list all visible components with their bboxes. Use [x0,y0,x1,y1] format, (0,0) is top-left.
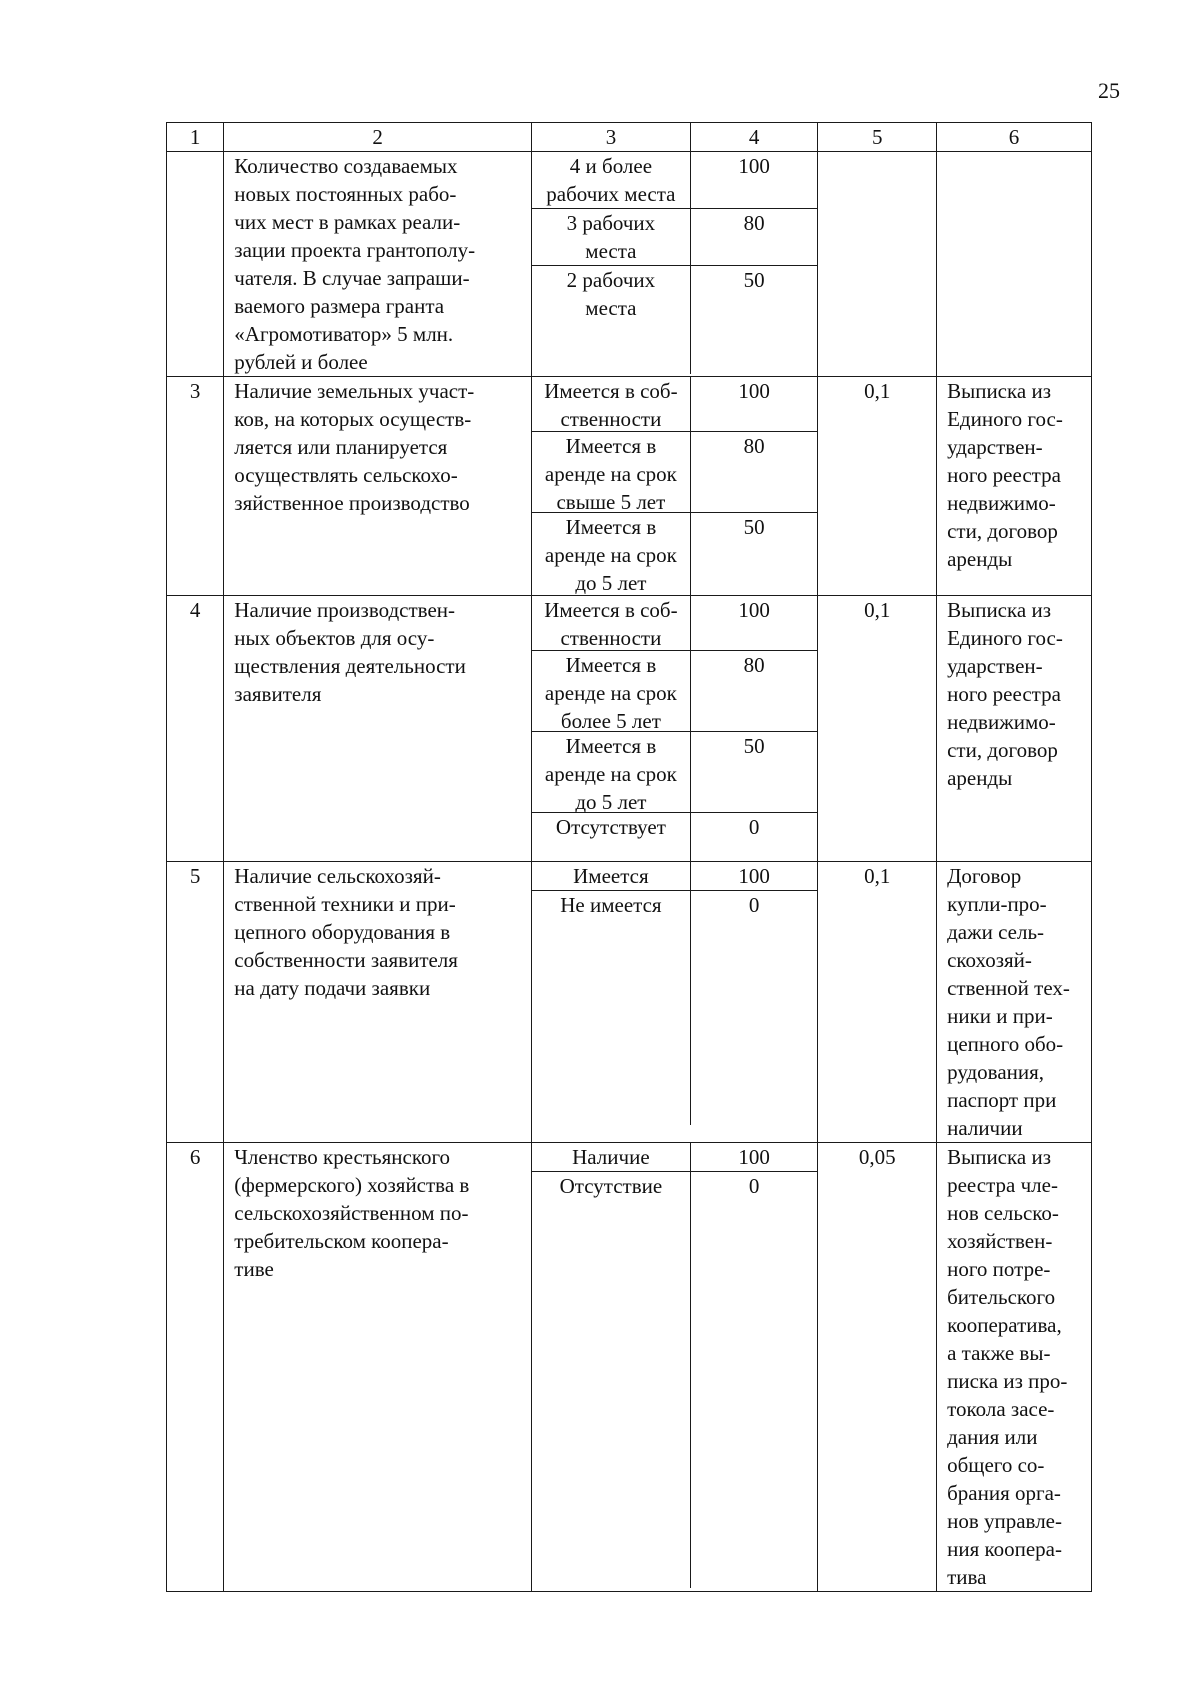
options-cell [531,596,817,862]
option-score: 100 [690,152,817,208]
option-row [532,266,817,374]
option-score: 100 [690,596,817,650]
option-row [532,513,817,595]
options-cell [531,377,817,596]
options-cell [531,152,817,377]
weight-coefficient: 0,1 [818,377,937,596]
option-row [532,1172,817,1588]
row-number: 4 [167,596,224,862]
option-row [532,152,817,209]
weight-coefficient [818,152,937,377]
supporting-document: Выписка из Единого гос- ударствен- ного реестра недвижимо- сти, договор аренды [937,596,1092,862]
criterion-text: Наличие земельных участ- ков, на которых осуществ- ляется или планируется осуществлять сельскохо- зяйственное производство [224,377,532,596]
option-label: Имеется в аренде на срок до 5 лет [544,734,677,814]
options-cell [531,862,817,1143]
option-score: 0 [690,813,817,861]
col-header-3: 3 [531,123,690,152]
option-score: 100 [690,1143,817,1171]
option-score: 80 [690,651,817,731]
option-label: Не имеется [560,893,662,917]
supporting-document [937,152,1092,377]
option-score: 80 [690,209,817,265]
option-label: Наличие [572,1145,650,1169]
option-label: Отсутствие [559,1174,663,1198]
option-score: 0 [690,891,817,1125]
table-row [167,596,1092,862]
header-row [167,123,1092,152]
col-header-6: 6 [937,123,1092,152]
option-row [532,209,817,266]
option-row [532,596,817,651]
option-label: Имеется в соб- ственности [544,598,678,650]
criterion-text: Членство крестьянского (фермерского) хозяйства в сельскохозяйственном по- требительском коопера- тиве [224,1143,532,1592]
option-score: 0 [690,1172,817,1588]
col-header-1: 1 [167,123,224,152]
col-header-4: 4 [691,123,818,152]
row-number [167,152,224,377]
option-label: Имеется [573,864,649,888]
option-row [532,432,817,513]
option-score: 100 [690,377,817,431]
option-score: 80 [690,432,817,512]
options-cell [531,1143,817,1592]
supporting-document: Выписка из реестра чле- нов сельско- хозяйствен- ного потре- бительского кооператива, а также вы- писка из про- токола засе- дания или общего со- брания орга- нов управле- ния коопера- тива [937,1143,1092,1592]
weight-coefficient: 0,05 [818,1143,937,1592]
option-score: 50 [690,266,817,374]
supporting-document: Договор купли-про- дажи сель- скохозяй- ственной тех- ники и при- цепного обо- рудования, паспорт при наличии [937,862,1092,1143]
option-label: Имеется в аренде на срок свыше 5 лет [544,434,677,514]
weight-coefficient: 0,1 [818,596,937,862]
option-row [532,732,817,813]
table-row [167,152,1092,377]
col-header-2: 2 [224,123,532,152]
option-score: 50 [690,513,817,595]
table-row [167,377,1092,596]
row-number: 5 [167,862,224,1143]
option-label: Имеется в аренде на срок до 5 лет [544,515,677,595]
col-header-5: 5 [818,123,937,152]
option-row [532,651,817,732]
option-row [532,813,817,861]
option-score: 100 [690,862,817,890]
criterion-text: Количество создаваемых новых постоянных рабо- чих мест в рамках реали- зации проекта грантополу- чателя. В случае запраши- ваемого размера гранта «Агромотиватор» 5 млн. рублей и более [224,152,532,377]
option-row [532,377,817,432]
criterion-text: Наличие сельскохозяй- ственной техники и при- цепного оборудования в собственности заявителя на дату подачи заявки [224,862,532,1143]
page-number: 25 [1098,78,1120,103]
option-label: 4 и более рабочих места [546,154,676,206]
table-row [167,1143,1092,1592]
table-row [167,862,1092,1143]
option-label: Имеется в соб- ственности [544,379,678,431]
option-row [532,862,817,891]
supporting-document: Выписка из Единого гос- ударствен- ного реестра недвижимо- сти, договор аренды [937,377,1092,596]
row-number: 3 [167,377,224,596]
option-row [532,1143,817,1172]
option-label: 3 рабочих места [566,211,656,263]
option-score: 50 [690,732,817,812]
criterion-text: Наличие производствен- ных объектов для осу- ществления деятельности заявителя [224,596,532,862]
row-number: 6 [167,1143,224,1592]
option-label: Имеется в аренде на срок более 5 лет [544,653,677,733]
option-row [532,891,817,1125]
criteria-table [166,122,1092,1592]
weight-coefficient: 0,1 [818,862,937,1143]
option-label: Отсутствует [555,815,666,839]
option-label: 2 рабочих места [566,268,656,320]
